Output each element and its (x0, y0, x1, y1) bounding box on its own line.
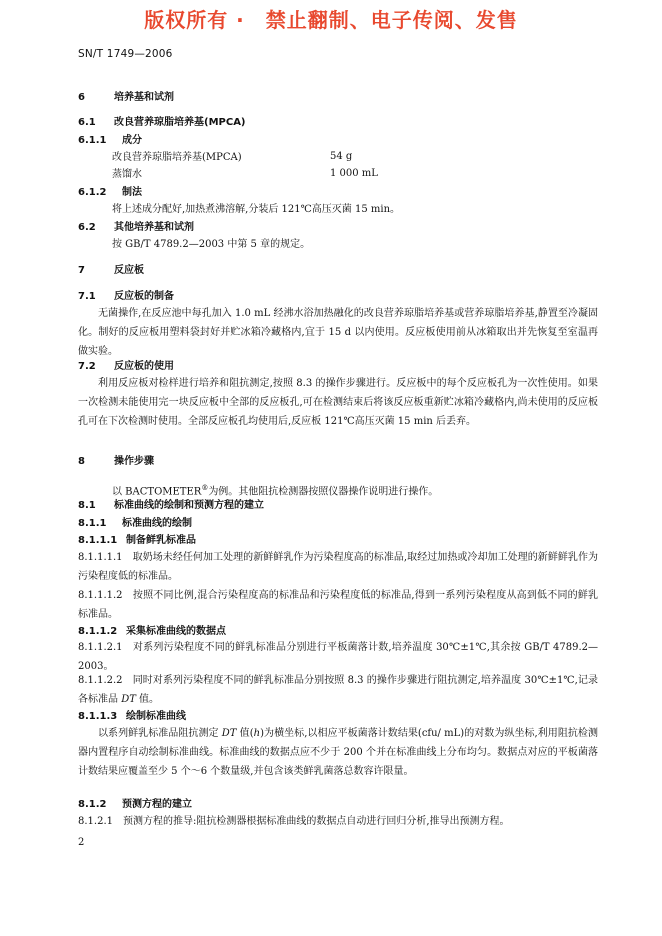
section-number: 8.1 (78, 500, 96, 511)
section-8-1-1-2-2-paragraph (78, 671, 598, 709)
section-title: 反应板的制备 (114, 291, 174, 302)
section-7-1-paragraph: 无菌操作,在反应池中每孔加入 1.0 mL 经沸水浴加热融化的改良营养琼脂培养基或营养琼脂培养基,静置至冷凝固化。制好的反应板用塑料袋封好并贮冰箱冷藏格内,宜于 15 d 以内使用。反应板使用前从冰箱取出并先恢复至室温再做实验。 (78, 308, 598, 357)
section-number: 8.1.2 (78, 799, 107, 810)
section-title: 制法 (122, 187, 142, 198)
section-number: 8.1.1 (78, 518, 107, 529)
clause-number: 8.1.1.1.2 (78, 590, 123, 601)
section-number: 8 (78, 456, 85, 467)
section-title: 绘制标准曲线 (126, 711, 186, 722)
section-number: 8.1.1.1 (78, 535, 118, 546)
clause-number: 8.1.2.1 (78, 816, 113, 827)
section-8-heading (78, 455, 154, 469)
section-6-1-2-heading (78, 186, 142, 200)
registered-mark: ® (201, 484, 209, 492)
section-8-1-1-2-heading (78, 625, 226, 639)
clause-text-end: 值。 (135, 694, 160, 705)
section-number: 8.1.1.3 (78, 711, 118, 722)
dt-symbol: DT (121, 694, 136, 705)
clause-number: 8.1.1.1.1 (78, 552, 123, 563)
section-8-1-2-heading (78, 798, 192, 812)
ingredient-1-name: 改良营养琼脂培养基(MPCA) (112, 152, 242, 163)
section-title: 培养基和试剂 (114, 92, 174, 103)
section-6-2-heading (78, 221, 194, 235)
section-8-1-1-1-heading (78, 534, 196, 548)
para-text-mid: 值( (236, 728, 254, 739)
section-title: 制备鲜乳标准品 (126, 535, 196, 546)
clause-text: 取奶场未经任何加工处理的新鲜鲜乳作为污染程度高的标准品,取经过加热或冷却加工处理的新鲜鲜乳作为污染程度低的标准品。 (78, 552, 599, 582)
section-number: 6.1.2 (78, 187, 107, 198)
section-8-1-1-3-paragraph (78, 724, 598, 781)
section-7-2-heading (78, 360, 174, 374)
section-title: 采集标准曲线的数据点 (126, 626, 226, 637)
section-8-intro (112, 481, 438, 499)
h-symbol: h (253, 728, 261, 739)
section-title: 操作步骤 (114, 456, 154, 467)
watermark-banner: 版权所有 · 禁止翻制、电子传阅、发售 (144, 8, 518, 32)
section-title: 改良营养琼脂培养基(MPCA) (114, 117, 246, 128)
section-number: 6.2 (78, 222, 96, 233)
section-8-1-2-1-paragraph (78, 815, 510, 829)
clause-text: 按照不同比例,混合污染程度高的标准品和污染程度低的标准品,得到一系列污染程度从高到低不同的鲜乳标准品。 (78, 590, 599, 620)
section-8-1-heading (78, 499, 264, 513)
ingredient-2-quantity: 1 000 mL (330, 168, 378, 179)
clause-number: 8.1.1.2.2 (78, 675, 123, 686)
section-6-2-text: 按 GB/T 4789.2—2003 中第 5 章的规定。 (112, 239, 311, 250)
section-7-1-heading (78, 290, 174, 304)
section-number: 7.2 (78, 361, 96, 372)
section-6-1-2-text: 将上述成分配好,加热煮沸溶解,分装后 121℃高压灭菌 15 min。 (112, 204, 401, 215)
section-8-1-1-heading (78, 517, 192, 531)
section-6-heading (78, 91, 174, 105)
page-number: 2 (78, 837, 85, 848)
intro-text-end: 为例。其他阻抗检测器按照仪器操作说明进行操作。 (208, 486, 439, 498)
ingredient-2-name: 蒸馏水 (112, 169, 142, 180)
clause-text-start: 同时对系列污染程度不同的鲜乳标准品分别按照 8.3 的操作步骤进行阻抗测定,培养温度 30℃±1℃,记录各标准品 (78, 675, 599, 705)
section-number: 7 (78, 265, 85, 276)
section-title: 反应板的使用 (114, 361, 174, 372)
clause-number: 8.1.1.2.1 (78, 642, 123, 653)
section-title: 标准曲线的绘制和预测方程的建立 (114, 500, 264, 511)
para-text-start: 以系列鲜乳标准品阻抗测定 (98, 728, 222, 739)
section-title: 预测方程的建立 (122, 799, 192, 810)
ingredient-1-quantity: 54 g (330, 151, 353, 162)
section-title: 其他培养基和试剂 (114, 222, 194, 233)
section-8-1-1-1-2-paragraph (78, 586, 598, 624)
section-6-1-heading (78, 116, 246, 130)
para-text-end: )为横坐标,以相应平板菌落计数结果(cfu/ mL)的对数为纵坐标,利用阻抗检测器内置程序自动绘制标准曲线。标准曲线的数据点应不少于 200 个并在标准曲线上分布均匀。数据点对应的平板菌落计数结果应覆盖至少 5 个～6 个数量级,并包含该类鲜乳菌落总数容许限量。 (78, 728, 598, 777)
section-6-1-1-heading (78, 134, 142, 148)
section-number: 8.1.1.2 (78, 626, 118, 637)
section-number: 6 (78, 92, 85, 103)
section-number: 6.1.1 (78, 135, 107, 146)
dt-symbol: DT (221, 728, 237, 739)
section-title: 反应板 (114, 265, 144, 276)
section-title: 标准曲线的绘制 (122, 518, 192, 529)
standard-number-header: SN/T 1749—2006 (78, 48, 173, 60)
section-title: 成分 (122, 135, 142, 146)
clause-text: 对系列污染程度不同的鲜乳标准品分别进行平板菌落计数,培养温度 30℃±1℃,其余按 GB/T 4789.2—2003。 (78, 642, 598, 672)
section-8-1-1-1-1-paragraph (78, 548, 598, 586)
clause-text: 预测方程的推导:阻抗检测器根据标准曲线的数据点自动进行回归分析,推导出预测方程。 (123, 816, 510, 827)
section-8-1-1-3-heading (78, 710, 186, 724)
intro-text-start: 以 BACTOMETER (112, 486, 202, 498)
section-number: 7.1 (78, 291, 96, 302)
section-7-2-paragraph: 利用反应板对检样进行培养和阻抗测定,按照 8.3 的操作步骤进行。反应板中的每个反应板孔为一次性使用。如果一次检测未能使用完一块反应板中全部的反应板孔,可在检测结束后将该反应板重新贮冰箱冷藏格内,尚未使用的反应板孔可在下次检测时使用。全部反应板孔均使用后,反应板 121℃高压灭菌 15 min 后丢弃。 (78, 378, 598, 427)
section-number: 6.1 (78, 117, 96, 128)
section-7-heading (78, 264, 144, 278)
